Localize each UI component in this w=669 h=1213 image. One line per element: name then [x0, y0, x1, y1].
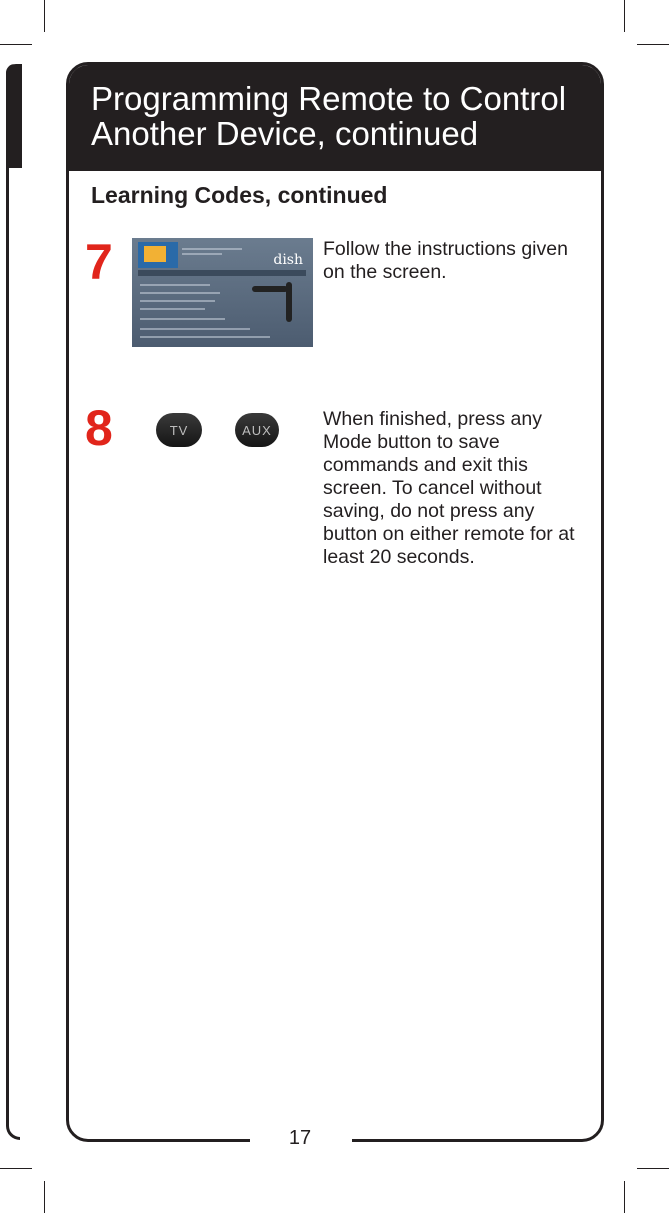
section-title: Learning Codes, continued [91, 182, 388, 208]
screen-text-line [140, 318, 225, 320]
screen-text-line [182, 253, 222, 255]
title-line-2: Another Device, continued [91, 115, 479, 152]
tv-mode-button[interactable]: TV [156, 413, 202, 447]
screen-text-line [140, 292, 220, 294]
crop-mark [0, 1168, 32, 1169]
screen-text-line [140, 284, 210, 286]
dish-logo: dish [273, 252, 303, 268]
crop-mark [624, 0, 625, 32]
screen-text-line [140, 328, 250, 330]
step-number: 7 [85, 234, 113, 290]
screen-remote-graphic [252, 286, 288, 292]
crop-mark [637, 1168, 669, 1169]
crop-mark [624, 1181, 625, 1213]
aux-mode-button[interactable]: AUX [235, 413, 279, 447]
crop-mark [44, 0, 45, 32]
screen-remote-graphic [286, 282, 292, 322]
crop-mark [637, 44, 669, 45]
side-tab [6, 64, 22, 168]
screen-text-line [140, 300, 215, 302]
screen-thumbnail [138, 242, 178, 268]
page-header [69, 65, 601, 171]
crop-mark [44, 1181, 45, 1213]
step-number: 8 [85, 400, 113, 456]
screen-text-line [140, 336, 270, 338]
page-frame [66, 62, 604, 1142]
screen-text-line [140, 308, 205, 310]
step-7-text: Follow the instructions given on the screen. [323, 238, 568, 283]
step-8-text: When finished, press any Mode button to save commands and exit this screen. To cancel without saving, do not press any button on either remote for at least 20 seconds. [323, 408, 575, 568]
crop-mark [0, 44, 32, 45]
screen-menu-bar [138, 270, 306, 276]
tv-screen-illustration [132, 238, 313, 347]
title-line-1: Programming Remote to Control [91, 80, 567, 117]
page-title [91, 81, 591, 151]
page-number: 17 [250, 1127, 350, 1150]
side-spine [6, 64, 20, 1140]
screen-text-line [182, 248, 242, 250]
